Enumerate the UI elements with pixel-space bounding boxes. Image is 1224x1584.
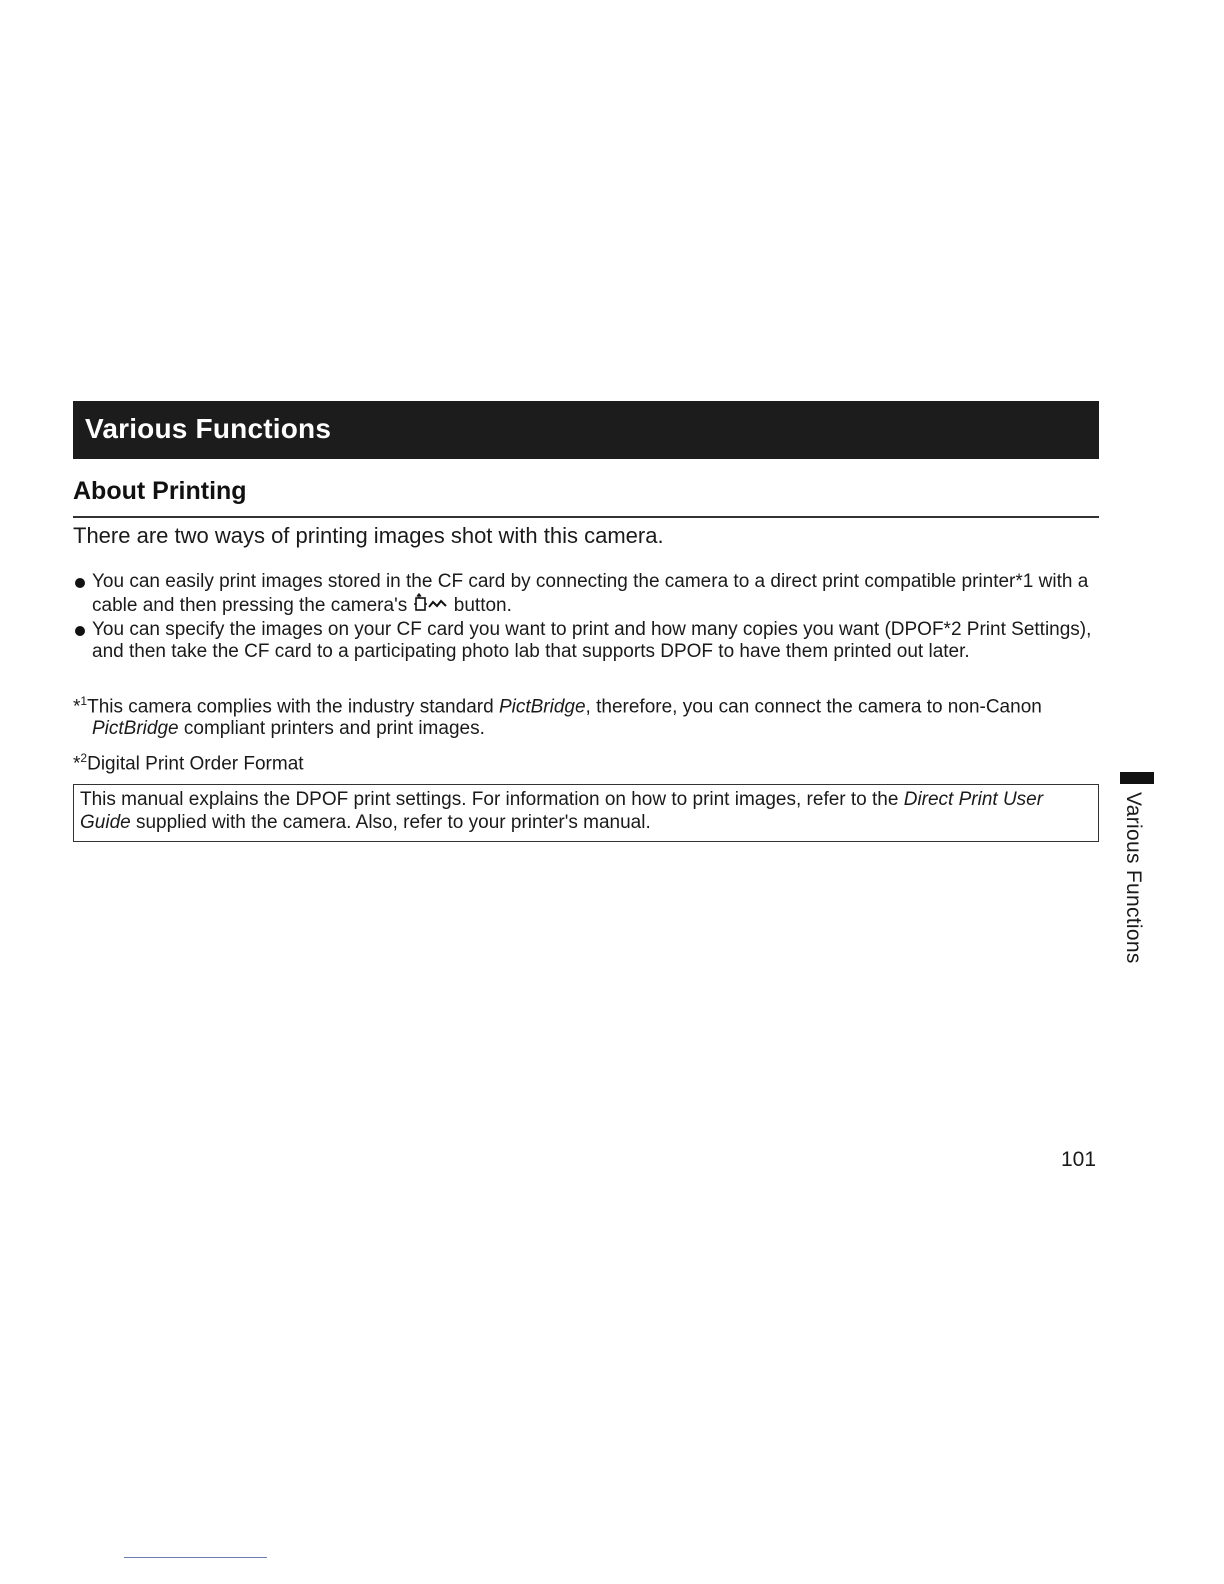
bullet-icon: [75, 626, 85, 636]
bullet-list: [73, 571, 1103, 663]
chapter-banner: [73, 401, 1099, 459]
section-heading: About Printing: [73, 477, 247, 505]
heading-rule: [73, 516, 1099, 518]
footnote-marker: *: [73, 753, 81, 775]
footnote-marker: *: [73, 696, 81, 718]
info-box: [73, 784, 1099, 842]
guide-title: Direct Print User Guide: [80, 789, 1044, 833]
bullet-text: You can specify the images on your CF card you want to print and how many copies you want (DPOF*2 Print Settings), and then take the CF card to a participating photo lab that supports DPOF to have them printed out later.: [92, 619, 1092, 662]
chapter-title: Various Functions: [85, 413, 332, 444]
bullet-item: [73, 571, 1103, 619]
footnote-number: 1: [80, 694, 88, 708]
footnote-text: This camera complies with the industry standard: [87, 696, 494, 718]
side-tab-label: Various Functions: [1122, 792, 1145, 964]
footnote-text: Digital Print Order Format: [87, 753, 304, 775]
bullet-icon: [75, 578, 85, 588]
info-text: This manual explains the DPOF print settings. For information on how to print images, refer to the: [80, 789, 899, 810]
footnote-number: 2: [80, 751, 88, 765]
side-tab-marker: [1120, 772, 1154, 784]
footnote-text: , therefore, you can connect the camera to non-Canon: [585, 696, 1042, 718]
print-share-icon: [413, 593, 449, 619]
bullet-item: [73, 619, 1103, 663]
bullet-text: You can easily print images stored in the CF card by connecting the camera to a direct print compatible printer*1 with a cable and then pressing the camera's: [92, 571, 1089, 616]
info-text: supplied with the camera. Also, refer to your printer's manual.: [135, 812, 651, 833]
footnote-1: [73, 690, 1122, 740]
footnote-term: PictBridge: [498, 696, 586, 718]
footnote-2: [73, 747, 1122, 775]
bullet-text: button.: [453, 595, 512, 616]
footnote-text: compliant printers and print images.: [183, 718, 485, 740]
footnote-term: PictBridge: [92, 718, 179, 740]
intro-text: There are two ways of printing images shot with this camera.: [73, 523, 664, 548]
page-number: 101: [1061, 1148, 1097, 1171]
footer-rule: [124, 1557, 267, 1558]
